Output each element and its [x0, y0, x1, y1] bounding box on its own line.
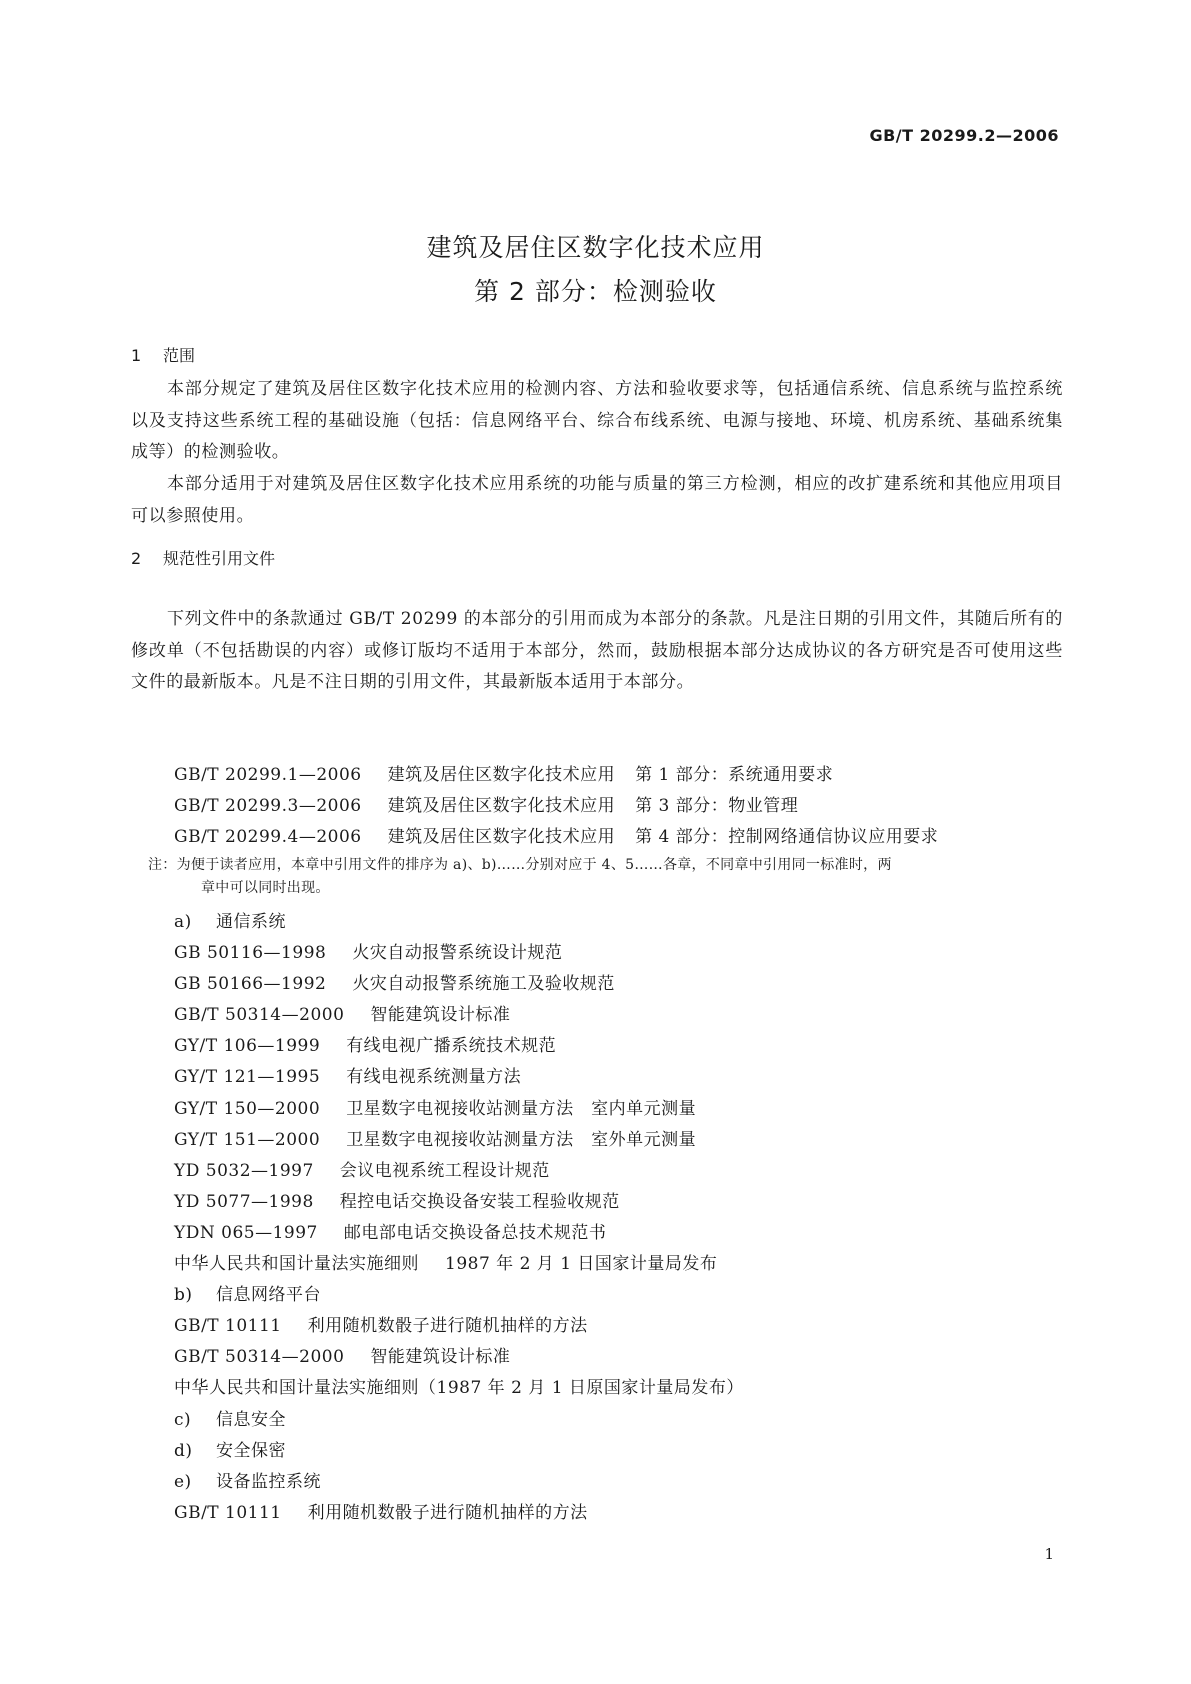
reference-code: 中华人民共和国计量法实施细则	[174, 1254, 419, 1275]
reference-title: 智能建筑设计标准	[370, 1005, 511, 1026]
reference-item	[174, 1187, 1074, 1218]
reference-part: 第 4 部分：控制网络通信协议应用要求	[635, 827, 939, 847]
reference-item	[174, 1342, 1074, 1373]
reference-item	[174, 1000, 1074, 1031]
category-marker: d)	[174, 1440, 193, 1461]
section-1-paragraph-2: 本部分适用于对建筑及居住区数字化技术应用系统的功能与质量的第三方检测，相应的改扩建系统和其他应用项目可以参照使用。	[131, 474, 1063, 526]
reference-item	[174, 938, 1074, 969]
section-2-heading	[131, 546, 275, 569]
category-marker: c)	[174, 1409, 192, 1430]
category-heading	[174, 1436, 1074, 1467]
standard-code: GB/T 20299.2—2006	[869, 126, 1059, 145]
reference-item	[174, 1249, 1074, 1280]
reference-item	[174, 1498, 1074, 1529]
category-heading	[174, 1405, 1074, 1436]
reference-item	[174, 1062, 1074, 1093]
reference-part: 第 1 部分：系统通用要求	[635, 765, 834, 785]
reference-title: 有线电视系统测量方法	[346, 1067, 522, 1088]
reference-item	[174, 969, 1074, 1000]
category-heading	[174, 907, 1074, 938]
reference-title: 会议电视系统工程设计规范	[339, 1160, 550, 1181]
reference-item	[174, 1373, 1074, 1404]
reference-code: GB/T 20299.1—2006	[174, 765, 362, 785]
reference-title: 智能建筑设计标准	[370, 1347, 511, 1368]
reference-item	[174, 791, 1074, 822]
reference-title: 邮电部电话交换设备总技术规范书	[343, 1222, 607, 1243]
section-1-paragraph-1: 本部分规定了建筑及居住区数字化技术应用的检测内容、方法和验收要求等，包括通信系统、信息系统与监控系统以及支持这些系统工程的基础设施（包括：信息网络平台、综合布线系统、电源与接地、环境、机房系统、基础系统集成等）的检测验收。	[131, 379, 1063, 462]
reference-code: GY/T 121—1995	[174, 1067, 321, 1088]
reference-item	[174, 1094, 1074, 1125]
reference-item	[174, 1031, 1074, 1062]
reference-note	[148, 854, 1058, 900]
reference-item	[174, 1156, 1074, 1187]
reference-title: 程控电话交换设备安装工程验收规范	[339, 1191, 620, 1212]
reference-title: 建筑及居住区数字化技术应用	[387, 796, 616, 816]
section-1-title: 范围	[163, 346, 196, 365]
category-label: 设备监控系统	[216, 1471, 321, 1492]
reference-title: 利用随机数骰子进行随机抽样的方法	[307, 1316, 588, 1337]
category-marker: e)	[174, 1471, 192, 1492]
reference-code: 中华人民共和国计量法实施细则（1987 年 2 月 1 日原国家计量局发布）	[174, 1378, 744, 1399]
page-number: 1	[1044, 1545, 1054, 1563]
reference-item	[174, 1311, 1074, 1342]
categorized-reference-list	[174, 907, 1074, 1529]
category-label: 通信系统	[216, 912, 286, 932]
reference-code: GY/T 151—2000	[174, 1129, 321, 1150]
section-2-number: 2	[131, 549, 142, 568]
reference-title: 利用随机数骰子进行随机抽样的方法	[307, 1502, 588, 1523]
reference-code: GB/T 20299.4—2006	[174, 827, 362, 847]
reference-code: GY/T 106—1999	[174, 1036, 321, 1057]
reference-item	[174, 1125, 1074, 1156]
document-title-line2: 第 2 部分：检测验收	[474, 277, 717, 306]
reference-item	[174, 760, 1074, 791]
reference-code: GB/T 20299.3—2006	[174, 796, 362, 816]
reference-title: 有线电视广播系统技术规范	[346, 1036, 557, 1057]
reference-code: GB/T 50314—2000	[174, 1005, 345, 1026]
section-1-heading	[131, 343, 195, 366]
section-2-intro: 下列文件中的条款通过 GB/T 20299 的本部分的引用而成为本部分的条款。凡是注日期的引用文件，其随后所有的修改单（不包括勘误的内容）或修订版均不适用于本部分，然而，鼓励根据本部分达成协议的各方研究是否可使用这些文件的最新版本。凡是不注日期的引用文件，其最新版本适用于本部分。	[131, 609, 1063, 692]
reference-title: 火灾自动报警系统施工及验收规范	[352, 974, 615, 995]
section-2-title: 规范性引用文件	[163, 549, 276, 568]
reference-code: GB/T 10111	[174, 1502, 282, 1523]
reference-code: YD 5077—1998	[174, 1191, 314, 1212]
reference-title: 卫星数字电视接收站测量方法 室内单元测量	[346, 1098, 697, 1119]
reference-title: 建筑及居住区数字化技术应用	[387, 765, 616, 785]
reference-code: GB/T 10111	[174, 1316, 282, 1337]
document-title-line1: 建筑及居住区数字化技术应用	[426, 233, 765, 262]
reference-code: GY/T 150—2000	[174, 1098, 321, 1119]
reference-item	[174, 1218, 1074, 1249]
note-line-1: 注：为便于读者应用，本章中引用文件的排序为 a)、b)……分别对应于 4、5……各章，不同章中引用同一标准时，两	[148, 857, 892, 873]
reference-code: YD 5032—1997	[174, 1160, 314, 1181]
reference-list	[174, 760, 1074, 853]
note-line-2: 章中可以同时出现。	[201, 880, 330, 896]
category-label: 安全保密	[216, 1440, 286, 1461]
reference-title: 卫星数字电视接收站测量方法 室外单元测量	[346, 1129, 697, 1150]
category-heading	[174, 1280, 1074, 1311]
category-label: 信息网络平台	[216, 1285, 321, 1306]
reference-title: 火灾自动报警系统设计规范	[352, 943, 563, 964]
reference-code: YDN 065—1997	[174, 1222, 318, 1243]
reference-title: 建筑及居住区数字化技术应用	[387, 827, 616, 847]
reference-title: 1987 年 2 月 1 日国家计量局发布	[445, 1254, 718, 1275]
category-marker: a)	[174, 912, 192, 932]
section-1-number: 1	[131, 346, 142, 365]
reference-code: GB/T 50314—2000	[174, 1347, 345, 1368]
reference-code: GB 50166—1992	[174, 974, 327, 995]
reference-part: 第 3 部分：物业管理	[635, 796, 799, 816]
category-heading	[174, 1467, 1074, 1498]
category-label: 信息安全	[216, 1409, 286, 1430]
reference-item	[174, 822, 1074, 853]
category-marker: b)	[174, 1285, 193, 1306]
reference-code: GB 50116—1998	[174, 943, 327, 964]
